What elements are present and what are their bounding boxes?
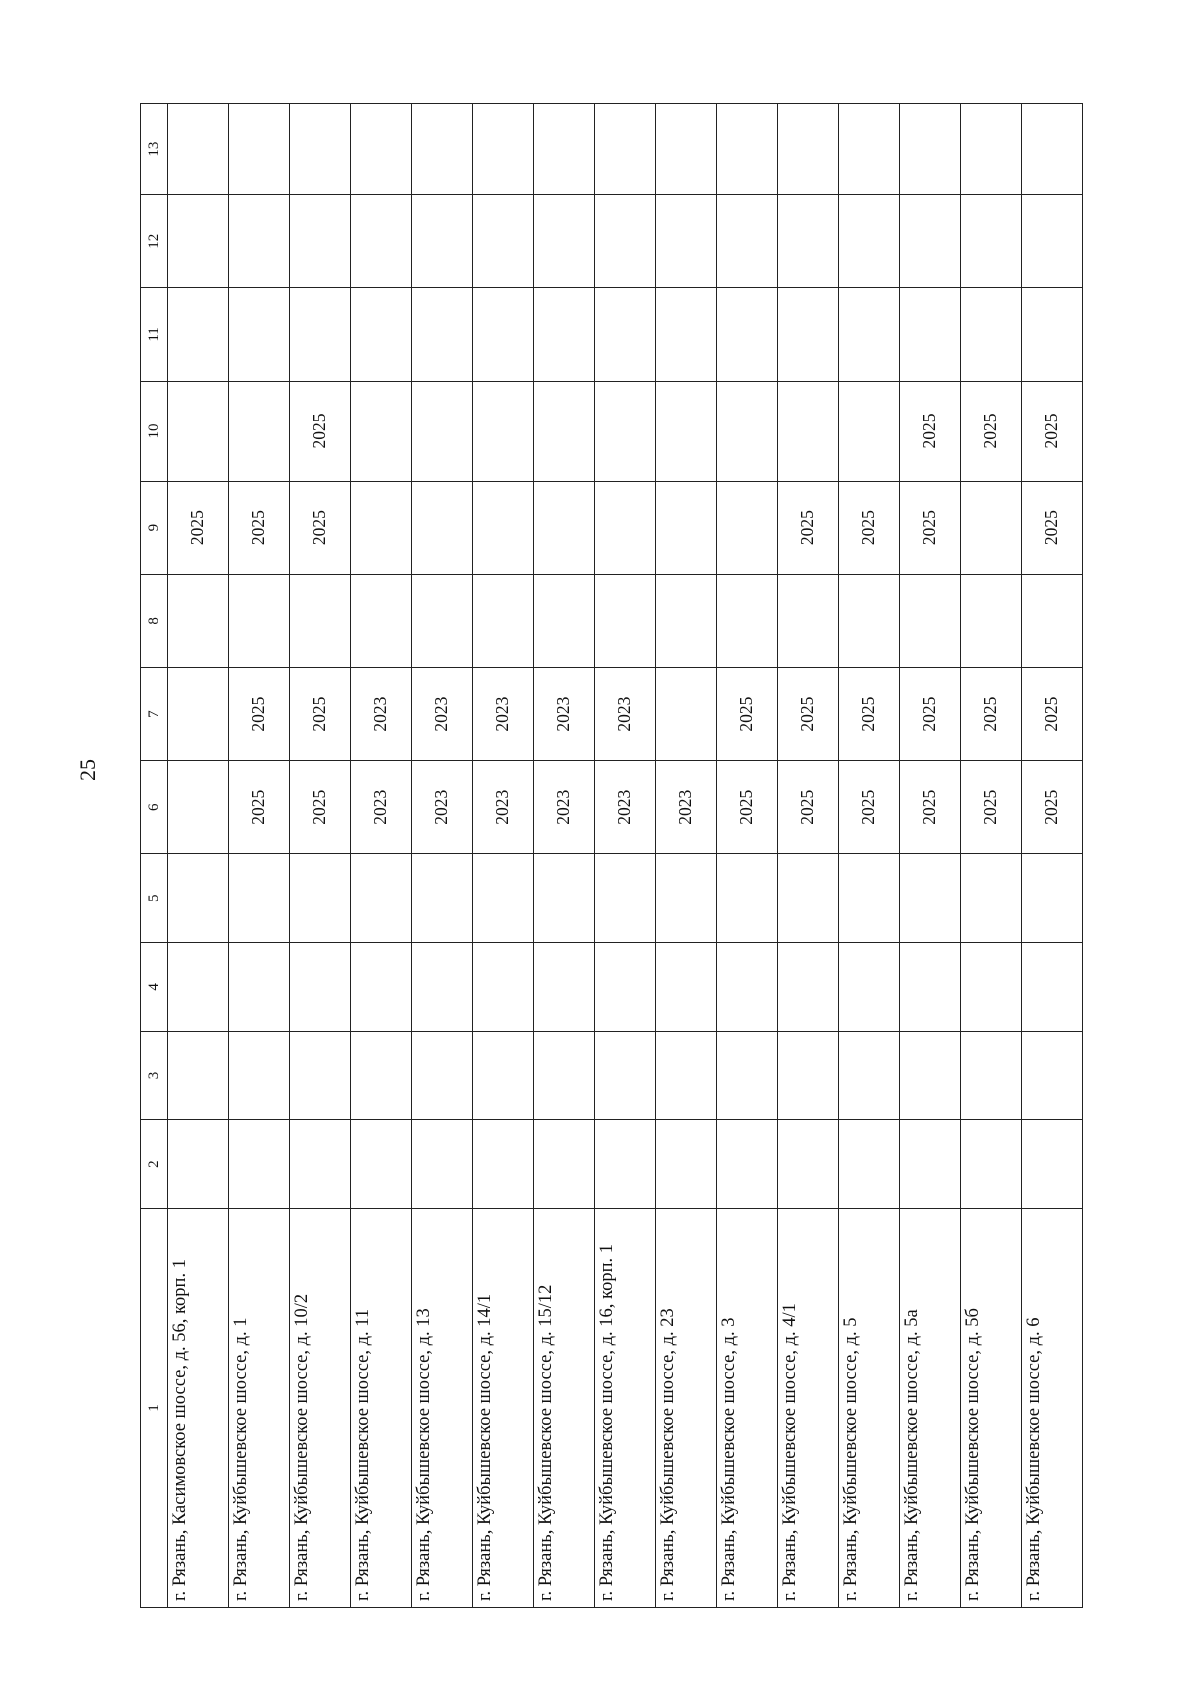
year-cell [534,104,595,195]
year-cell: 2023 [473,761,534,854]
table-row [961,104,1022,1608]
year-cell [595,481,656,574]
year-cell: 2025 [900,381,961,481]
year-cell [229,288,290,381]
year-cell [900,943,961,1032]
year-cell [168,104,229,195]
year-cell [900,288,961,381]
year-cell [839,381,900,481]
address-cell: г. Рязань, Куйбышевское шоссе, д. 15/12 [534,1208,595,1607]
year-cell [961,1031,1022,1120]
year-cell [656,574,717,667]
year-cell [900,854,961,943]
year-cell [534,1031,595,1120]
year-cell [168,943,229,1032]
year-cell: 2025 [290,761,351,854]
column-header: 8 [141,574,168,667]
year-cell [412,104,473,195]
table-row [351,104,412,1608]
year-cell: 2025 [290,381,351,481]
year-cell: 2025 [290,667,351,760]
year-cell [168,761,229,854]
year-cell [534,195,595,288]
table-row [778,104,839,1608]
year-cell: 2025 [961,381,1022,481]
address-cell: г. Рязань, Касимовское шоссе, д. 56, корп. 1 [168,1208,229,1607]
year-cell [656,381,717,481]
year-cell [778,574,839,667]
column-header: 6 [141,761,168,854]
year-cell [595,854,656,943]
year-cell [412,195,473,288]
address-cell: г. Рязань, Куйбышевское шоссе, д. 11 [351,1208,412,1607]
year-cell [595,195,656,288]
year-cell [473,381,534,481]
year-cell [961,195,1022,288]
year-cell [595,1031,656,1120]
year-cell [1022,104,1083,195]
column-header: 9 [141,481,168,574]
year-cell [534,381,595,481]
year-cell [717,943,778,1032]
year-cell: 2025 [778,667,839,760]
year-cell [412,854,473,943]
address-cell: г. Рязань, Куйбышевское шоссе, д. 6 [1022,1208,1083,1607]
year-cell [473,195,534,288]
year-cell [961,104,1022,195]
year-cell [473,943,534,1032]
page-number: 25 [75,759,100,781]
year-cell [839,1120,900,1209]
address-cell: г. Рязань, Куйбышевское шоссе, д. 3 [717,1208,778,1607]
year-cell: 2025 [900,761,961,854]
year-cell [534,288,595,381]
address-cell: г. Рязань, Куйбышевское шоссе, д. 5б [961,1208,1022,1607]
year-cell [717,1031,778,1120]
year-cell [290,854,351,943]
year-cell [229,943,290,1032]
year-cell [839,574,900,667]
column-header: 13 [141,104,168,195]
year-cell [168,667,229,760]
year-cell [473,481,534,574]
year-cell [534,574,595,667]
year-cell [168,288,229,381]
year-cell: 2025 [900,667,961,760]
year-cell [1022,943,1083,1032]
year-cell [778,381,839,481]
year-cell [595,381,656,481]
year-cell [412,1031,473,1120]
year-cell [168,1031,229,1120]
year-cell [1022,574,1083,667]
year-cell: 2025 [168,481,229,574]
year-cell: 2025 [1022,381,1083,481]
year-cell [778,854,839,943]
year-cell [473,854,534,943]
year-cell [717,104,778,195]
column-header: 5 [141,854,168,943]
year-cell [1022,195,1083,288]
year-cell [229,195,290,288]
year-cell [656,1120,717,1209]
table-row [473,104,534,1608]
year-cell [168,195,229,288]
rotated-table-wrapper [140,103,1083,1608]
schedule-table [140,103,1083,1608]
year-cell: 2025 [717,667,778,760]
table-row [534,104,595,1608]
year-cell [473,288,534,381]
year-cell: 2025 [778,481,839,574]
year-cell [778,104,839,195]
year-cell [900,195,961,288]
year-cell [412,288,473,381]
year-cell [290,195,351,288]
year-cell [351,1120,412,1209]
table-row [1022,104,1083,1608]
year-cell: 2025 [900,481,961,574]
address-cell: г. Рязань, Куйбышевское шоссе, д. 13 [412,1208,473,1607]
year-cell [778,195,839,288]
year-cell [290,104,351,195]
column-header: 7 [141,667,168,760]
year-cell [839,195,900,288]
year-cell [900,104,961,195]
year-cell [473,1120,534,1209]
year-cell: 2023 [412,667,473,760]
year-cell [351,195,412,288]
address-cell: г. Рязань, Куйбышевское шоссе, д. 1 [229,1208,290,1607]
year-cell: 2025 [290,481,351,574]
year-cell [534,854,595,943]
year-cell [168,1120,229,1209]
column-header: 2 [141,1120,168,1209]
year-cell: 2023 [351,761,412,854]
year-cell [290,1120,351,1209]
year-cell [961,481,1022,574]
year-cell: 2023 [351,667,412,760]
year-cell [900,1031,961,1120]
year-cell [778,1120,839,1209]
table-row [412,104,473,1608]
year-cell [351,943,412,1032]
column-header: 12 [141,195,168,288]
year-cell [229,854,290,943]
year-cell [351,1031,412,1120]
year-cell [1022,288,1083,381]
year-cell [595,288,656,381]
year-cell [412,1120,473,1209]
year-cell [229,1031,290,1120]
year-cell [656,288,717,381]
year-cell [412,574,473,667]
year-cell: 2023 [534,761,595,854]
year-cell [717,1120,778,1209]
year-cell [900,1120,961,1209]
year-cell [229,381,290,481]
year-cell [717,854,778,943]
column-header: 3 [141,1031,168,1120]
year-cell [717,288,778,381]
year-cell [168,381,229,481]
year-cell: 2025 [717,761,778,854]
year-cell [351,381,412,481]
year-cell: 2025 [778,761,839,854]
year-cell: 2025 [1022,481,1083,574]
year-cell [412,381,473,481]
year-cell [778,1031,839,1120]
year-cell [534,481,595,574]
year-cell [290,1031,351,1120]
year-cell [1022,854,1083,943]
year-cell [595,104,656,195]
address-cell: г. Рязань, Куйбышевское шоссе, д. 5а [900,1208,961,1607]
year-cell [961,1120,1022,1209]
year-cell [534,1120,595,1209]
year-cell: 2023 [412,761,473,854]
year-cell: 2023 [595,667,656,760]
year-cell [351,854,412,943]
year-cell [839,943,900,1032]
address-cell: г. Рязань, Куйбышевское шоссе, д. 23 [656,1208,717,1607]
year-cell [351,481,412,574]
year-cell [1022,1031,1083,1120]
year-cell [351,104,412,195]
year-cell [717,574,778,667]
year-cell [473,1031,534,1120]
year-cell [656,195,717,288]
year-cell [656,943,717,1032]
address-cell: г. Рязань, Куйбышевское шоссе, д. 14/1 [473,1208,534,1607]
year-cell: 2023 [534,667,595,760]
year-cell: 2023 [595,761,656,854]
year-cell [839,854,900,943]
year-cell [717,195,778,288]
year-cell [839,104,900,195]
year-cell [961,943,1022,1032]
year-cell: 2025 [839,761,900,854]
year-cell: 2025 [961,761,1022,854]
address-cell: г. Рязань, Куйбышевское шоссе, д. 5 [839,1208,900,1607]
year-cell: 2025 [229,481,290,574]
year-cell: 2025 [1022,667,1083,760]
year-cell [168,574,229,667]
year-cell [900,574,961,667]
year-cell: 2025 [961,667,1022,760]
table-row [656,104,717,1608]
year-cell: 2025 [229,667,290,760]
address-cell: г. Рязань, Куйбышевское шоссе, д. 16, корп. 1 [595,1208,656,1607]
year-cell [412,943,473,1032]
column-header: 4 [141,943,168,1032]
year-cell [412,481,473,574]
column-header: 11 [141,288,168,381]
year-cell [168,854,229,943]
table-row [229,104,290,1608]
year-cell [290,574,351,667]
year-cell: 2023 [473,667,534,760]
year-cell: 2025 [229,761,290,854]
address-cell: г. Рязань, Куйбышевское шоссе, д. 4/1 [778,1208,839,1607]
table-row [290,104,351,1608]
year-cell [839,1031,900,1120]
year-cell [351,574,412,667]
year-cell [961,574,1022,667]
year-cell [717,481,778,574]
year-cell [656,1031,717,1120]
year-cell [473,574,534,667]
year-cell [656,667,717,760]
year-cell [1022,1120,1083,1209]
table-row [900,104,961,1608]
year-cell [290,288,351,381]
year-cell [839,288,900,381]
year-cell [229,104,290,195]
year-cell [961,854,1022,943]
address-cell: г. Рязань, Куйбышевское шоссе, д. 10/2 [290,1208,351,1607]
year-cell [595,574,656,667]
table-row [839,104,900,1608]
year-cell [229,574,290,667]
year-cell [656,104,717,195]
year-cell [961,288,1022,381]
year-cell [778,288,839,381]
year-cell [656,481,717,574]
year-cell [534,943,595,1032]
table-row [717,104,778,1608]
year-cell [473,104,534,195]
year-cell [229,1120,290,1209]
year-cell [778,943,839,1032]
year-cell: 2025 [1022,761,1083,854]
year-cell [717,381,778,481]
year-cell [656,854,717,943]
table-row [595,104,656,1608]
year-cell [595,1120,656,1209]
table-row [168,104,229,1608]
table-header-row [141,104,168,1608]
year-cell: 2025 [839,481,900,574]
column-header: 1 [141,1208,168,1607]
year-cell [351,288,412,381]
column-header: 10 [141,381,168,481]
year-cell [595,943,656,1032]
year-cell [290,943,351,1032]
year-cell: 2025 [839,667,900,760]
year-cell: 2023 [656,761,717,854]
